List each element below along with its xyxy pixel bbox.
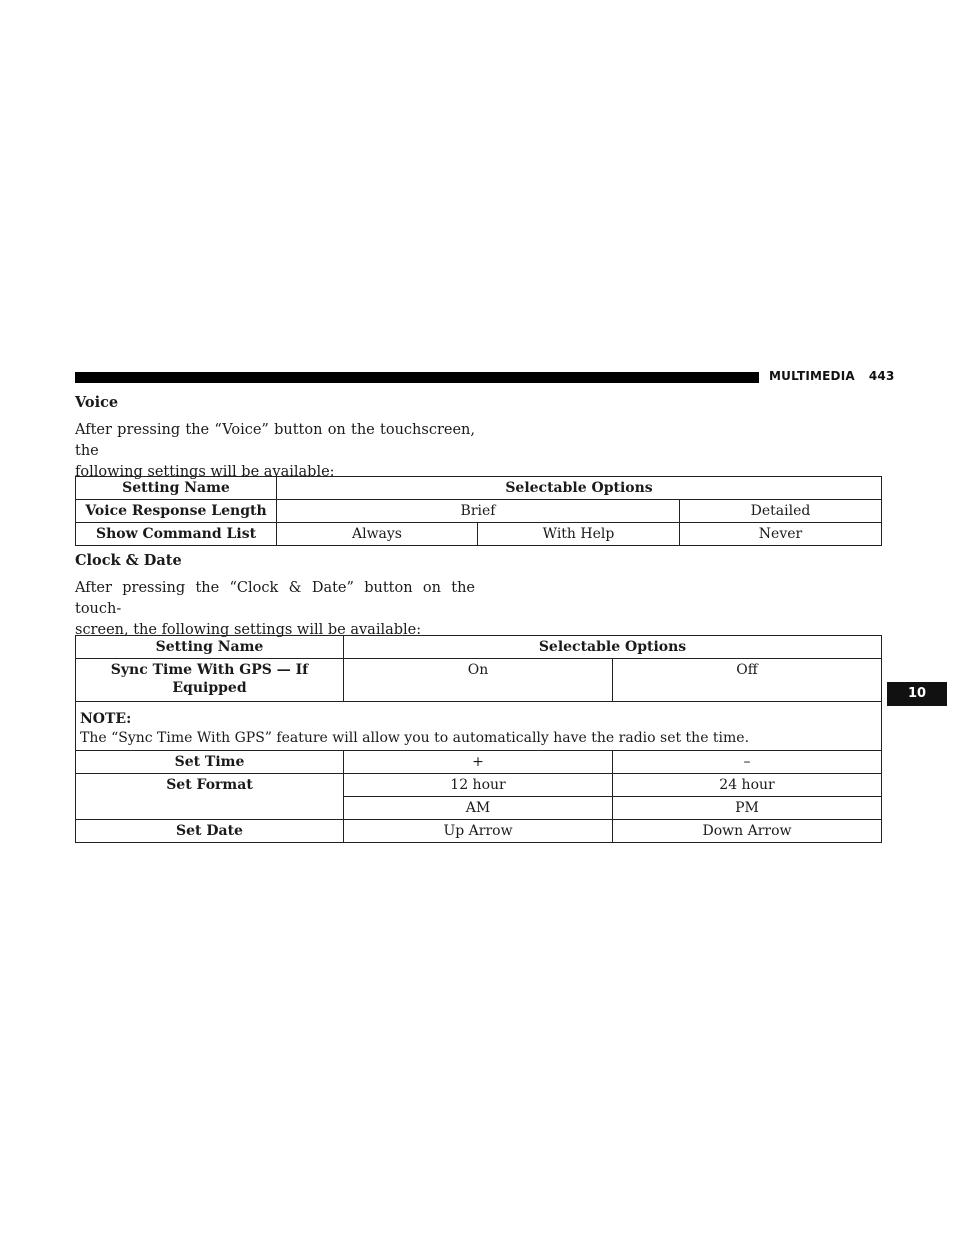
voice-intro [75, 420, 475, 483]
clock-heading: Clock & Date [75, 552, 182, 569]
voice-intro-line-1: After pressing the “Voice” button on the touchscreen, the [75, 422, 475, 459]
table-row [76, 774, 882, 797]
option-up-arrow: Up Arrow [344, 820, 613, 843]
column-header-options: Selectable Options [344, 636, 882, 659]
setting-show-command-list: Show Command List [76, 523, 277, 546]
column-header-setting: Setting Name [76, 477, 277, 500]
voice-settings-table [75, 476, 882, 546]
page-number: 443 [868, 369, 895, 383]
clock-settings-table [75, 635, 882, 843]
table-row [76, 820, 882, 843]
option-am: AM [344, 797, 613, 820]
option-with-help: With Help [478, 523, 680, 546]
setting-sync-time-gps [76, 659, 344, 702]
option-detailed: Detailed [680, 500, 882, 523]
table-row [76, 659, 882, 702]
sync-name-line-2: Equipped [172, 680, 247, 696]
header-rule [75, 372, 759, 383]
running-header [769, 369, 895, 383]
note-label: NOTE: [80, 711, 132, 727]
option-on: On [344, 659, 613, 702]
option-brief: Brief [277, 500, 680, 523]
setting-set-time: Set Time [76, 751, 344, 774]
setting-voice-response-length: Voice Response Length [76, 500, 277, 523]
option-12-hour: 12 hour [344, 774, 613, 797]
chapter-tab: 10 [887, 682, 947, 706]
table-row [76, 500, 882, 523]
note-cell [76, 702, 882, 751]
sync-name-line-1: Sync Time With GPS — If [110, 662, 309, 678]
clock-intro-line-1: After pressing the “Clock & Date” button on the touch- [75, 580, 475, 617]
setting-set-date: Set Date [76, 820, 344, 843]
voice-heading: Voice [75, 394, 119, 411]
option-plus: + [344, 751, 613, 774]
table-row [76, 523, 882, 546]
option-never: Never [680, 523, 882, 546]
table-header-row [76, 636, 882, 659]
option-24-hour: 24 hour [613, 774, 882, 797]
option-always: Always [277, 523, 478, 546]
set-format-continued [76, 797, 344, 820]
table-header-row [76, 477, 882, 500]
column-header-setting: Setting Name [76, 636, 344, 659]
option-minus: – [613, 751, 882, 774]
option-off: Off [613, 659, 882, 702]
table-row [76, 797, 882, 820]
table-row [76, 751, 882, 774]
note-text: The “Sync Time With GPS” feature will allow you to automatically have the radio set the time. [80, 730, 750, 746]
voice-intro-line-2: following settings will be available: [75, 464, 335, 480]
option-pm: PM [613, 797, 882, 820]
section-name: MULTIMEDIA [769, 369, 855, 383]
note-row [76, 702, 882, 751]
setting-set-format: Set Format [76, 774, 344, 797]
clock-intro-line-2: screen, the following settings will be available: [75, 622, 422, 638]
clock-intro [75, 578, 475, 641]
option-down-arrow: Down Arrow [613, 820, 882, 843]
column-header-options: Selectable Options [277, 477, 882, 500]
